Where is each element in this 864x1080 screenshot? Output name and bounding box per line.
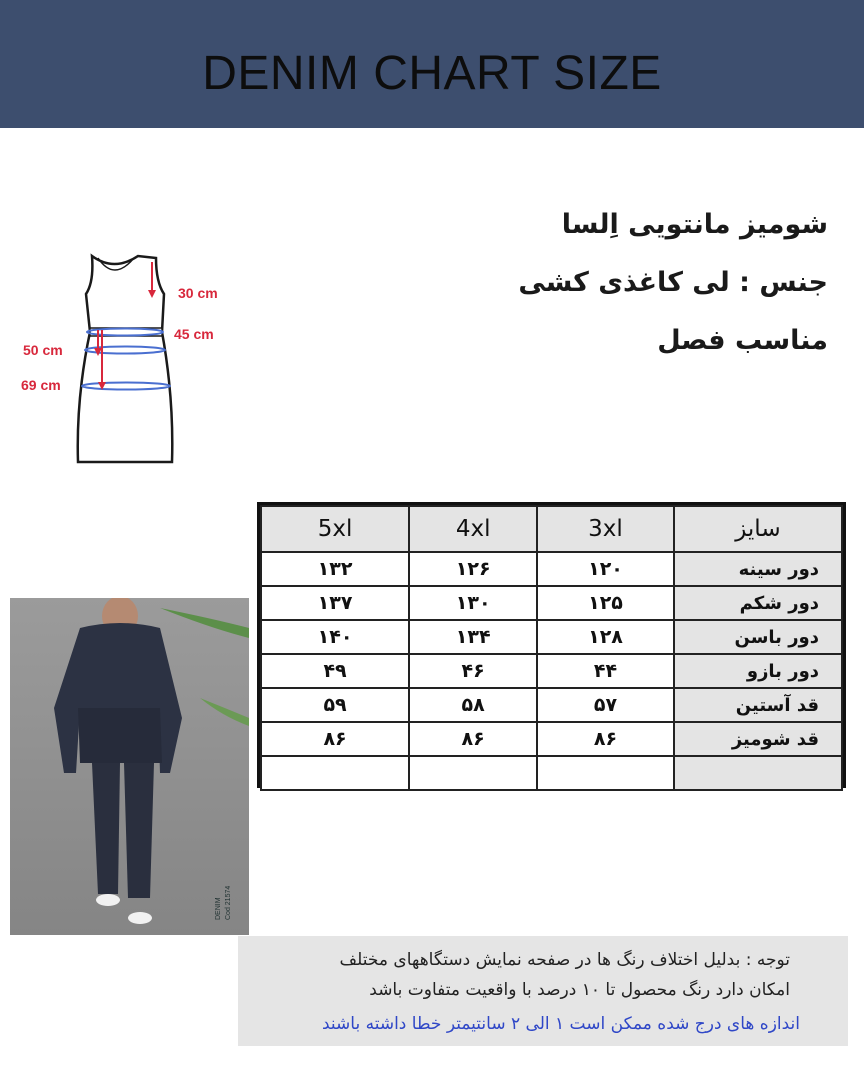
table-cell: ۱۳۲ xyxy=(261,552,409,586)
measure-label-30: 30 cm xyxy=(178,285,218,301)
row-label: قد شومیز xyxy=(674,722,842,756)
table-cell: ۱۳۷ xyxy=(261,586,409,620)
photo-brand-watermark xyxy=(214,880,234,920)
table-cell: ۸۶ xyxy=(537,722,674,756)
table-cell: ۸۶ xyxy=(261,722,409,756)
table-cell: ۴۴ xyxy=(537,654,674,688)
table-cell: ۱۳۴ xyxy=(409,620,537,654)
product-name: شومیز مانتویی اِلسا xyxy=(561,209,828,240)
size-table xyxy=(260,505,843,791)
table-cell: ۸۶ xyxy=(409,722,537,756)
table-cell: ۱۲۵ xyxy=(537,586,674,620)
table-row xyxy=(261,722,842,756)
table-cell xyxy=(261,756,409,790)
notice-box xyxy=(238,936,848,1046)
table-cell: ۵۸ xyxy=(409,688,537,722)
row-label: دور سینه xyxy=(674,552,842,586)
product-fabric: جنس : لی کاغذی کشی xyxy=(518,267,828,298)
brand-code: Cod 21574 xyxy=(225,885,232,920)
table-row xyxy=(261,552,842,586)
row-label: دور بازو xyxy=(674,654,842,688)
table-row-empty xyxy=(261,756,842,790)
table-cell: ۱۴۰ xyxy=(261,620,409,654)
table-cell xyxy=(409,756,537,790)
table-cell: ۱۲۸ xyxy=(537,620,674,654)
notice-line-1: توجه : بدلیل اختلاف رنگ ها در صفحه نمایش دستگاههای مختلف xyxy=(339,950,790,970)
table-cell: ۱۲۰ xyxy=(537,552,674,586)
size-table-frame xyxy=(257,502,846,788)
garment-diagram xyxy=(14,248,244,478)
table-header-row xyxy=(261,506,842,552)
row-label xyxy=(674,756,842,790)
column-header: 5xl xyxy=(261,506,409,552)
table-cell: ۵۷ xyxy=(537,688,674,722)
dress-outline xyxy=(78,256,173,462)
product-season: مناسب فصل xyxy=(657,325,828,356)
row-label: دور شکم xyxy=(674,586,842,620)
row-label: قد آستین xyxy=(674,688,842,722)
table-cell: ۴۶ xyxy=(409,654,537,688)
column-header: سایز xyxy=(674,506,842,552)
row-label: دور باسن xyxy=(674,620,842,654)
notice-line-2: امکان دارد رنگ محصول تا ۱۰ درصد با واقعیت متفاوت باشد xyxy=(369,980,790,1000)
table-row xyxy=(261,586,842,620)
table-cell xyxy=(537,756,674,790)
brand-name: DENIM xyxy=(215,897,222,920)
table-cell: ۱۲۶ xyxy=(409,552,537,586)
page-title: DENIM CHART SIZE xyxy=(202,47,662,100)
table-cell: ۱۳۰ xyxy=(409,586,537,620)
table-row xyxy=(261,688,842,722)
notice-line-3: اندازه های درج شده ممکن است ۱ الی ۲ سانتیمتر خطا داشته باشند xyxy=(321,1014,800,1034)
column-header: 3xl xyxy=(537,506,674,552)
measure-label-69: 69 cm xyxy=(21,377,61,393)
product-info xyxy=(408,196,828,370)
header-banner xyxy=(0,0,864,128)
measure-label-50: 50 cm xyxy=(23,342,63,358)
table-row xyxy=(261,620,842,654)
table-cell: ۵۹ xyxy=(261,688,409,722)
column-header: 4xl xyxy=(409,506,537,552)
measure-label-45: 45 cm xyxy=(174,326,214,342)
table-cell: ۴۹ xyxy=(261,654,409,688)
table-row xyxy=(261,654,842,688)
